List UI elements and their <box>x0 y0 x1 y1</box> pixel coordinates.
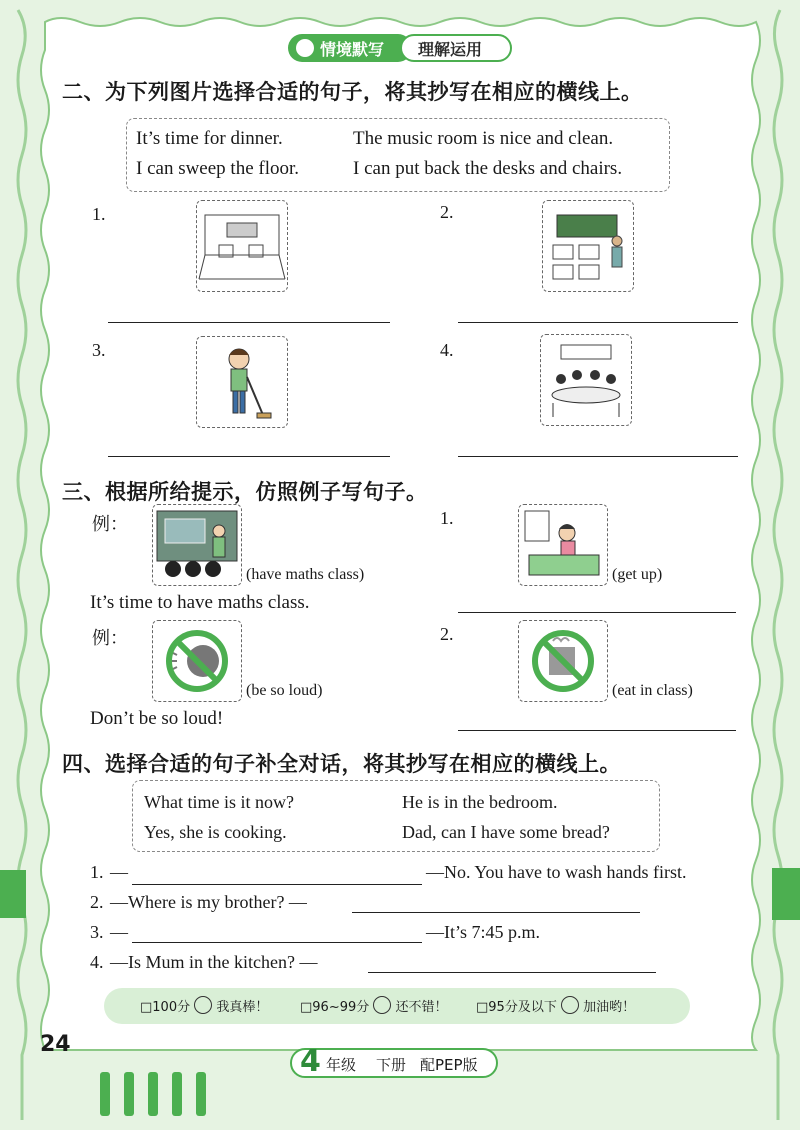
s3-example-2-answer: Don’t be so loud! <box>90 708 224 729</box>
s3-item-1-hint: (get up) <box>612 566 663 583</box>
page-number: 24 <box>40 1032 71 1057</box>
s2-item-1-number: 1. <box>92 204 106 224</box>
dialogue-3-number: 3. <box>90 922 104 942</box>
section4-title: 四、选择合适的句子补全对话，将其抄写在相应的横线上。 <box>62 752 621 776</box>
footer-edition: 配PEP版 <box>420 1056 478 1074</box>
section4-choice-4: Dad, can I have some bread? <box>402 822 610 842</box>
s2-item-3-number: 3. <box>92 340 106 360</box>
s3-answer-line-1[interactable] <box>458 612 736 613</box>
dialogue-3-prefix: — <box>110 922 128 942</box>
s2-item-2-number: 2. <box>440 202 454 222</box>
section-header <box>288 34 512 62</box>
dialogue-4-prefix: —Is Mum in the kitchen? — <box>110 952 318 972</box>
dialogue-4-answer-line[interactable] <box>368 972 656 973</box>
smiley-icon <box>194 996 212 1014</box>
score-item-1-box[interactable]: □100分 <box>140 1000 191 1015</box>
s3-example-1-label: 例： <box>92 514 128 534</box>
section2-choice-4: I can put back the desks and chairs. <box>353 158 623 179</box>
smiley-icon <box>373 996 391 1014</box>
music-room-image <box>542 200 634 292</box>
dialogue-3-answer-line[interactable] <box>132 942 422 943</box>
dialogue-4-number: 4. <box>90 952 104 972</box>
section4-choice-3: Yes, she is cooking. <box>144 822 287 842</box>
section2-choice-2: The music room is nice and clean. <box>353 128 614 149</box>
s2-answer-line-4[interactable] <box>458 456 738 457</box>
sweeping-image <box>196 336 288 428</box>
s2-answer-line-2[interactable] <box>458 322 738 323</box>
score-item-3-text: 加油哟！ <box>583 1000 636 1015</box>
score-item-1 <box>140 996 268 1015</box>
score-item-3 <box>476 996 635 1015</box>
classroom-image <box>196 200 288 292</box>
s3-item-2-hint: (eat in class) <box>612 682 693 699</box>
get-up-image <box>518 504 608 586</box>
s3-item-1-number: 1. <box>440 508 454 528</box>
footer-grade-text: 年级 <box>326 1056 357 1074</box>
dialogue-1-prefix: — <box>110 862 128 882</box>
dialogue-2-prefix: —Where is my brother? — <box>110 892 307 912</box>
flower-icon <box>296 39 314 57</box>
s2-answer-line-1[interactable] <box>108 322 390 323</box>
eat-in-class-image <box>518 620 608 702</box>
section3-title: 三、根据所给提示，仿照例子写句子。 <box>62 480 428 504</box>
footer-volume: 下册 <box>376 1056 407 1074</box>
section2-choice-1: It’s time for dinner. <box>136 128 283 149</box>
dialogue-2-answer-line[interactable] <box>352 912 640 913</box>
dialogue-3-suffix: —It’s 7:45 p.m. <box>426 922 541 942</box>
s3-example-2-hint: (be so loud) <box>246 682 323 699</box>
dinner-image <box>540 334 632 426</box>
score-item-2-box[interactable]: □96~99分 <box>300 1000 370 1015</box>
score-item-3-box[interactable]: □95分及以下 <box>476 1000 557 1015</box>
s3-answer-line-2[interactable] <box>458 730 736 731</box>
section2-choice-3: I can sweep the floor. <box>136 158 300 179</box>
section4-choice-1: What time is it now? <box>144 792 294 812</box>
smiley-icon <box>561 996 579 1014</box>
score-item-1-text: 我真棒！ <box>216 1000 269 1015</box>
footer-grade-number: 4 <box>300 1044 321 1079</box>
s3-example-2-label: 例： <box>92 628 128 648</box>
s2-item-4-number: 4. <box>440 340 454 360</box>
dialogue-2-number: 2. <box>90 892 104 912</box>
header-right-label: 理解运用 <box>418 40 483 59</box>
maths-class-image <box>152 504 242 586</box>
section4-choice-2: He is in the bedroom. <box>402 792 558 812</box>
score-item-2-text: 还不错！ <box>395 1000 448 1015</box>
section2-title: 二、为下列图片选择合适的句子，将其抄写在相应的横线上。 <box>62 80 643 104</box>
s3-example-1-answer: It’s time to have maths class. <box>90 592 310 613</box>
header-left-label: 情境默写 <box>320 40 385 59</box>
dialogue-1-answer-line[interactable] <box>132 884 422 885</box>
be-so-loud-image <box>152 620 242 702</box>
s2-answer-line-3[interactable] <box>108 456 390 457</box>
score-item-2 <box>300 996 448 1015</box>
dialogue-1-suffix: —No. You have to wash hands first. <box>426 862 687 882</box>
s3-item-2-number: 2. <box>440 624 454 644</box>
s3-example-1-hint: (have maths class) <box>246 566 365 583</box>
dialogue-1-number: 1. <box>90 862 104 882</box>
